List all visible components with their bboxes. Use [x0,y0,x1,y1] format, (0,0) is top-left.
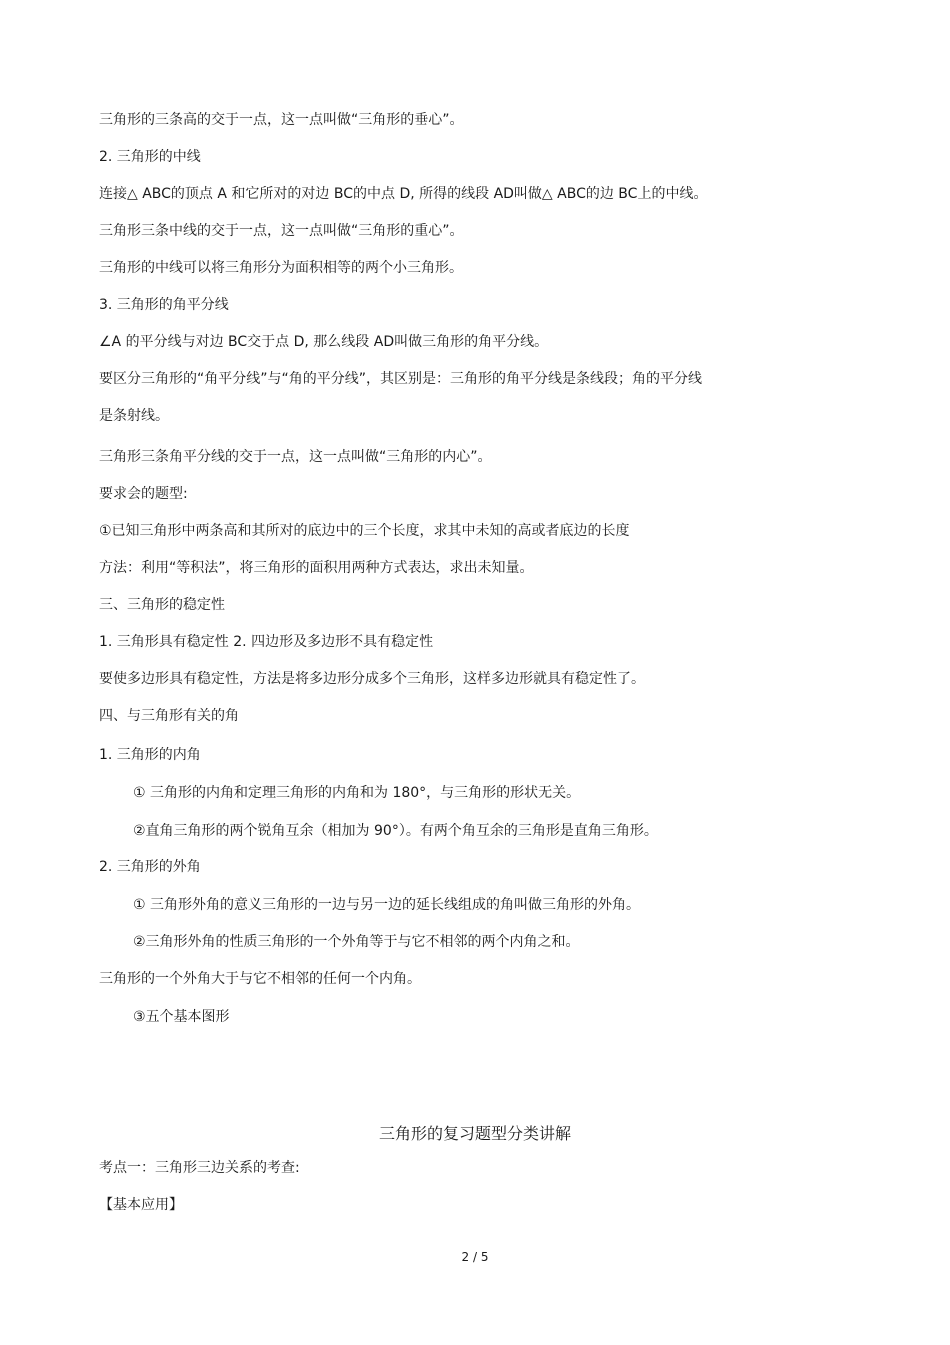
text-line-median-area: 三角形的中线可以将三角形分为面积相等的两个小三角形。 [99,260,463,276]
text-line-bisector-distinction: 要区分三角形的“角平分线”与“角的平分线”，其区别是：三角形的角平分线是条线段；角的平分线 [99,371,703,387]
text-line-required-types: 要求会的题型: [99,486,188,502]
heading-median: 2. 三角形的中线 [99,149,201,165]
text-line-bisector-definition: ∠A 的平分线与对边 BC交于点 D, 那么线段 AD叫做三角形的角平分线。 [99,334,549,350]
text-line-basic-application: 【基本应用】 [99,1197,183,1213]
text-line-method: 方法：利用“等积法”，将三角形的面积用两种方式表达，求出未知量。 [99,560,534,576]
text-line-exterior-greater: 三角形的一个外角大于与它不相邻的任何一个内角。 [99,971,421,987]
text-line-exterior-meaning: ① 三角形外角的意义三角形的一边与另一边的延长线组成的角叫做三角形的外角。 [133,897,640,913]
text-line-bisector-distinction-cont: 是条射线。 [99,408,169,424]
text-line-type-one: ①已知三角形中两条高和其所对的底边中的三个长度，求其中未知的高或者底边的长度 [99,523,630,539]
page-number: 2 / 5 [461,1250,489,1264]
text-line-right-triangle: ②直角三角形的两个锐角互余（相加为 90°）。有两个角互余的三角形是直角三角形。 [133,823,658,839]
text-line-orthocenter: 三角形的三条高的交于一点，这一点叫做“三角形的垂心”。 [99,112,464,128]
heading-exterior-angle: 2. 三角形的外角 [99,859,201,875]
text-line-stability-items: 1. 三角形具有稳定性 2. 四边形及多边形不具有稳定性 [99,634,434,650]
heading-stability: 三、三角形的稳定性 [99,597,225,613]
text-line-exterior-property: ②三角形外角的性质三角形的一个外角等于与它不相邻的两个内角之和。 [133,934,580,950]
text-line-incenter: 三角形三条角平分线的交于一点，这一点叫做“三角形的内心”。 [99,449,492,465]
text-line-angle-sum: ① 三角形的内角和定理三角形的内角和为 180°，与三角形的形状无关。 [133,785,581,801]
text-line-polygon-stability: 要使多边形具有稳定性，方法是将多边形分成多个三角形，这样多边形就具有稳定性了。 [99,671,645,687]
section-title: 三角形的复习题型分类讲解 [378,1124,571,1143]
heading-interior-angle: 1. 三角形的内角 [99,747,201,763]
heading-angle-bisector: 3. 三角形的角平分线 [99,297,229,313]
text-line-basic-figures: ③五个基本图形 [133,1009,230,1025]
heading-angles: 四、与三角形有关的角 [99,708,239,724]
text-line-topic-one: 考点一：三角形三边关系的考查: [99,1160,300,1176]
text-line-centroid: 三角形三条中线的交于一点，这一点叫做“三角形的重心”。 [99,223,464,239]
text-line-median-definition: 连接△ ABC的顶点 A 和它所对的对边 BC的中点 D, 所得的线段 AD叫做△ ABC的边 BC上的中线。 [99,186,708,202]
